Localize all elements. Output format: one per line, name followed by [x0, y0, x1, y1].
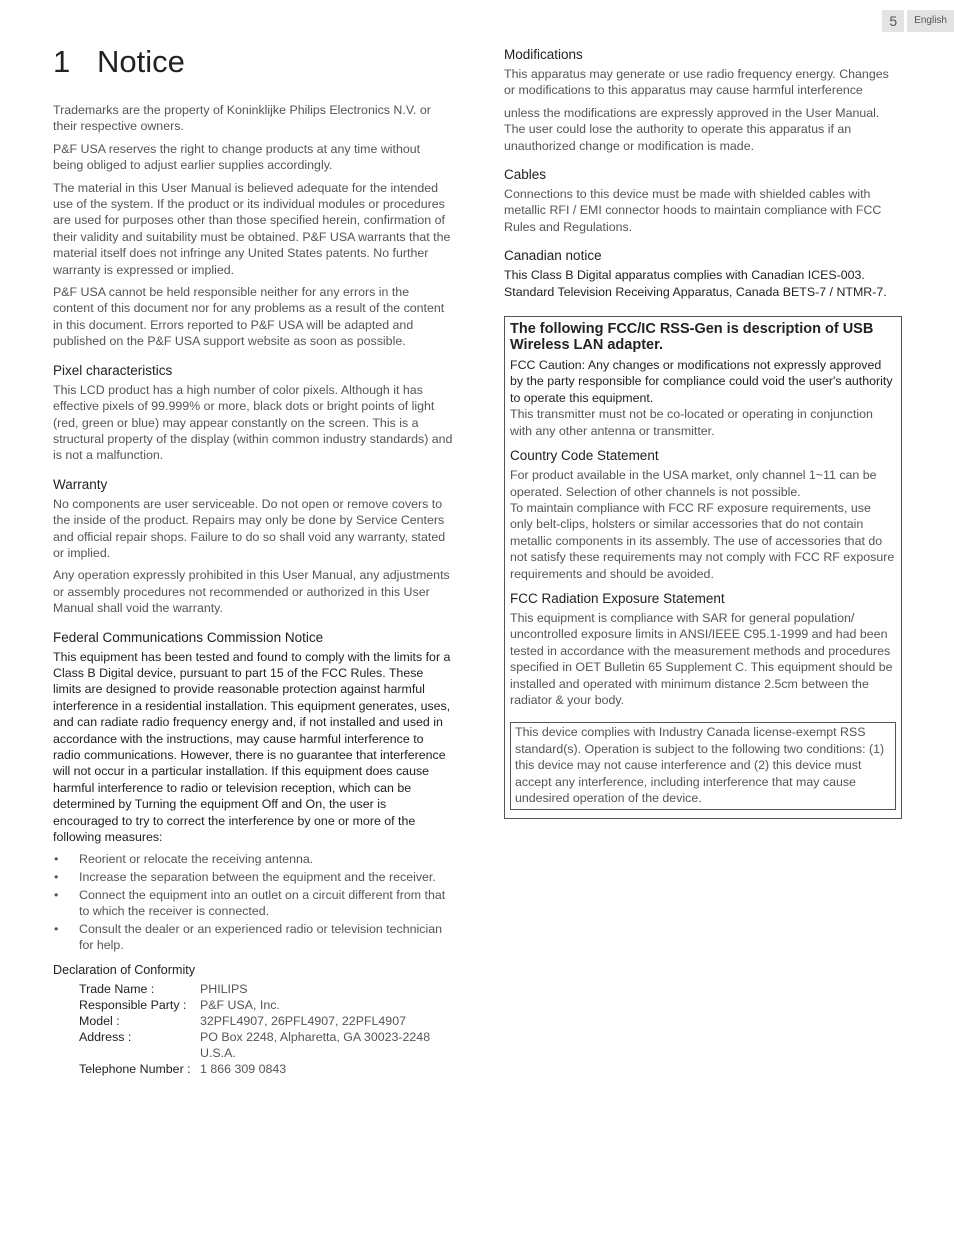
intro-paragraph: The material in this User Manual is believed adequate for the intended use of the system. If the product or its individual modules or procedures are used for purposes other than those specified herein, confirmation of their validity and suitability must be obtained. P&F USA warrants that the material itself does not infringe any United States patents. No further warranty is expressed or implied. — [53, 180, 451, 277]
cables-paragraph: Connections to this device must be made with shielded cables with metallic RFI / EMI connector hoods to maintain compliance with FCC Rules and Regulations. — [504, 187, 882, 234]
decl-key: Trade Name : — [79, 982, 155, 997]
decl-key: Address : — [79, 1030, 132, 1045]
intro-paragraph: P&F USA reserves the right to change products at any time without being obliged to adjust earlier supplies accordingly. — [53, 141, 421, 173]
modifications-paragraph: unless the modifications are expressly approved in the User Manual. The user could lose the authority to operate this apparatus if an unauthorized change or modification is made. — [504, 105, 880, 153]
pixel-heading: Pixel characteristics — [53, 362, 173, 378]
warranty-paragraph: No components are user serviceable. Do not open or remove covers to the inside of the product. Repairs may only be done by Service Centers and official repair shops. Failure to do so shall void any warranty, stated or implied. — [53, 496, 446, 560]
usb-box-title: The following FCC/IC RSS-Gen is description of USB Wireless LAN adapter. — [510, 321, 874, 354]
intro-paragraph: Trademarks are the property of Koninklijke Philips Electronics N.V. or their respective owners. — [53, 103, 431, 134]
fcc-heading: Federal Communications Commission Notice — [53, 629, 324, 645]
industry-canada-box — [510, 722, 896, 810]
cables-heading: Cables — [504, 167, 547, 183]
pixel-paragraph: This LCD product has a high number of color pixels. Although it has effective pixels of 99.999% or more, black dots or bright points of light (red, green or blue) may appear constantly on the screen. This is a structural property of the display (within common industry standards) and is not a malfunction. — [53, 382, 453, 463]
decl-value: 1 866 309 0843 — [200, 1062, 287, 1077]
table-row — [79, 1013, 435, 1029]
chapter-number: 1 — [53, 44, 71, 79]
chapter-title: Notice — [97, 44, 185, 79]
decl-value: PO Box 2248, Alpharetta, GA 30023-2248 U.S.A. — [200, 1030, 431, 1061]
fcc-caution-paragraph: FCC Caution: Any changes or modifications not expressly approved by the party responsible for compliance could void the user's authority to operate this equipment. — [510, 358, 893, 405]
decl-value: 32PFL4907, 26PFL4907, 22PFL4907 — [200, 1014, 406, 1029]
page-number: 5 — [882, 10, 904, 32]
modifications-paragraph: This apparatus may generate or use radio frequency energy. Changes or modifications to this apparatus may cause harmful interference — [504, 67, 889, 98]
declaration-heading: Declaration of Conformity — [53, 963, 196, 978]
radiation-paragraph: This equipment is compliance with SAR for general population/ uncontrolled exposure limits in ANSI/IEEE C95.1-1999 and had been tested in accordance with the measurement methods and procedures specified in OET Bulletin 65 Supplement C. This equipment should be installed and operated with minimum distance 2.5cm between the radiator & your body. — [510, 610, 893, 707]
radiation-heading: FCC Radiation Exposure Statement — [510, 590, 725, 606]
warranty-heading: Warranty — [53, 476, 108, 492]
modifications-heading: Modifications — [504, 47, 583, 62]
page-tab — [882, 10, 954, 32]
fcc-paragraph: This equipment has been tested and found to comply with the limits for a Class B Digital device, pursuant to part 15 of the FCC Rules. These limits are designed to provide reasonable protection against harmful interference in a residential installation. This equipment generates, uses, and can radiate radio frequency energy and, if not installed and used in accordance with the instructions, may cause harmful interference to radio communications. However, there is no guarantee that interference will not occur in a particular installation. If this equipment does cause harmful interference to radio or television reception, which can be determined by Turning the equipment Off and On, the user is encouraged to try to correct the interference by one or more of the following measures: — [53, 649, 451, 845]
country-code-heading: Country Code Statement — [510, 448, 659, 464]
decl-key: Responsible Party : — [79, 998, 187, 1013]
list-item: • Increase the separation between the equipment and the receiver. — [53, 869, 453, 885]
intro-paragraph: P&F USA cannot be held responsible neither for any errors in the content of this document nor for any problems as a result of the content in this document. Errors reported to P&F USA will be adapted and published on the P&F USA support website as soon as possible. — [53, 285, 445, 349]
usb-wlan-box — [504, 316, 902, 819]
decl-key: Model : — [79, 1014, 120, 1029]
canadian-heading: Canadian notice — [504, 248, 602, 264]
transmitter-paragraph: This transmitter must not be co-located or operating in conjunction with any other antenna or transmitter. — [510, 407, 873, 438]
right-column — [504, 46, 902, 819]
list-item: • Consult the dealer or an experienced radio or television technician for help. — [53, 921, 453, 953]
decl-key: Telephone Number : — [79, 1062, 191, 1077]
decl-value: PHILIPS — [200, 982, 248, 997]
table-row — [79, 1061, 435, 1077]
table-row — [79, 981, 435, 997]
table-row — [79, 1029, 435, 1061]
warranty-paragraph: Any operation expressly prohibited in this User Manual, any adjustments or assembly procedures not recommended or authorized in this User Manual shall void the warranty. — [53, 568, 450, 616]
page-title — [53, 44, 453, 80]
industry-canada-paragraph: This device complies with Industry Canada license-exempt RSS standard(s). Operation is subject to the following two conditions: (1) this device may not cause interference and (2) this device must accept any interference, including interference that may cause undesired operation of the device. — [515, 725, 885, 805]
decl-value: P&F USA, Inc. — [200, 998, 280, 1013]
fcc-measures-list — [53, 851, 453, 953]
declaration-table — [79, 981, 435, 1077]
left-column — [53, 44, 453, 1077]
list-item: • Connect the equipment into an outlet on a circuit different from that to which the receiver is connected. — [53, 887, 453, 919]
country-code-paragraph: For product available in the USA market, only channel 1~11 can be operated. Selection of other channels is not possible. — [510, 468, 877, 499]
language-label: English — [907, 10, 954, 32]
list-item: • Reorient or relocate the receiving antenna. — [53, 851, 453, 867]
table-row — [79, 997, 435, 1013]
canadian-paragraph: This Class B Digital apparatus complies with Canadian ICES-003. Standard Television Receiving Apparatus, Canada BETS-7 / NTMR-7. — [504, 268, 887, 299]
rf-exposure-paragraph: To maintain compliance with FCC RF exposure requirements, use only belt-clips, holsters or similar accessories that do not contain metallic components in its assembly. The use of accessories that do not satisfy these requirements may not comply with FCC RF exposure requirements and should be avoided. — [510, 500, 895, 581]
